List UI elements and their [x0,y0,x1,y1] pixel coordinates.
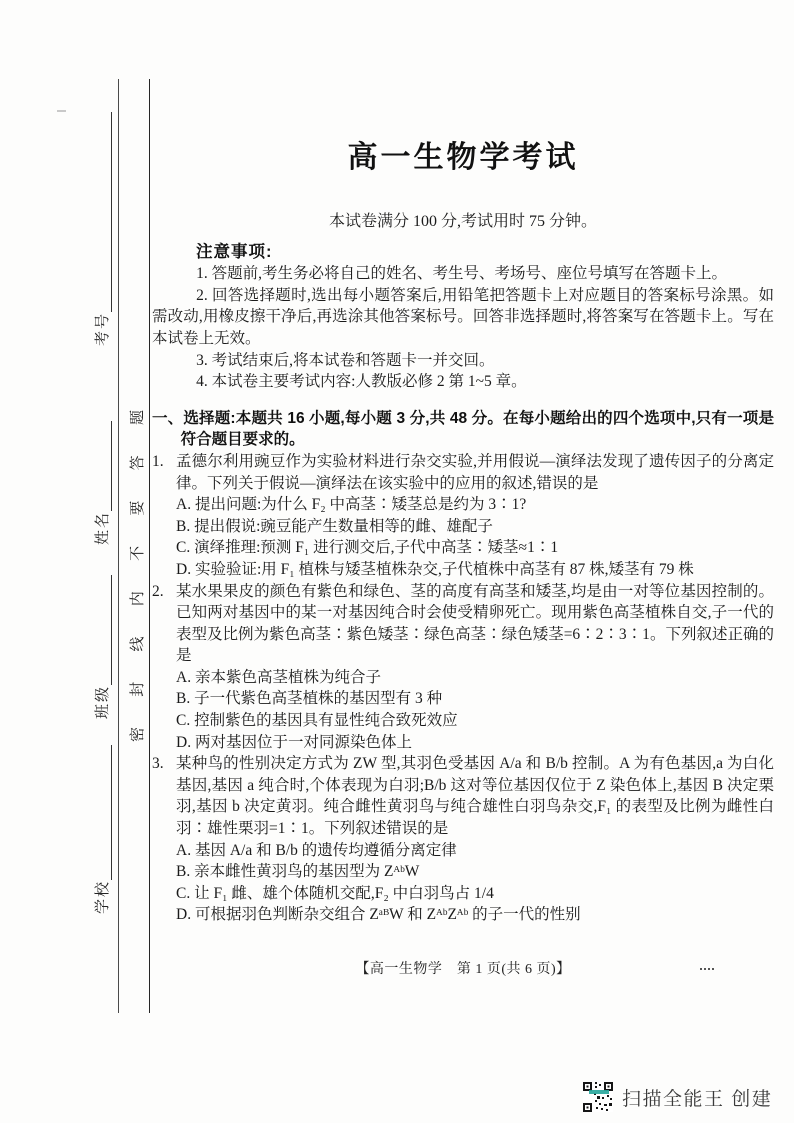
question-2-option-c: C. 控制紫色的基因具有显性纯合致死效应 [176,712,458,730]
seal-char: 线 [129,636,146,652]
camscanner-watermark [583,1082,772,1112]
seal-char: 封 [129,681,146,697]
question-2-number: 2. [152,582,164,600]
notice-item-2: 2. 回答选择题时,选出每小题答案后,用铅笔把答题卡上对应题目的答案标号涂黑。如需改动,用橡皮擦干净后,再选涂其他答案标号。回答非选择题时,将答案写在答题卡上。写在本试卷上无效。 [152,286,774,347]
seal-char: 密 [129,726,146,742]
seal-text [125,410,147,742]
examno-blank-line [106,112,112,312]
question-3-option-c: C. 让 F₁ 雌、雄个体随机交配,F₂ 中白羽鸟占 1/4 [176,884,494,902]
seal-rule-inner [149,79,150,1013]
field-label-examno: 考号 [95,311,111,346]
question-2-option-b: B. 子一代紫色高茎植株的基因型有 3 种 [176,690,443,708]
question-1-stem: 孟德尔利用豌豆作为实验材料进行杂交实验,并用假说—演绎法发现了遗传因子的分离定律。下列关于假说—演绎法在该实验中的应用的叙述,错误的是 [176,452,774,492]
notice-item-4: 4. 本试卷主要考试内容:人教版必修 2 第 1~5 章。 [196,373,527,391]
scan-artifact [700,965,714,970]
seal-char: 答 [129,455,146,471]
question-3-option-b: B. 亲本雌性黄羽鸟的基因型为 ZᴬᵇW [176,863,420,881]
question-1-option-c: C. 演绎推理:预测 F₁ 进行测交后,子代中高茎∶矮茎≈1∶1 [176,539,559,557]
question-3-number: 3. [152,755,164,773]
seal-char: 题 [129,410,146,426]
question-1-number: 1. [152,452,164,470]
page-footer: 【高一生物学 第 1 页(共 6 页)】 [355,962,571,977]
field-label-class: 班级 [95,684,111,719]
scan-artifact [57,110,66,112]
school-blank-line [106,745,112,880]
question-2-option-a: A. 亲本紫色高茎植株为纯合子 [176,668,381,686]
watermark-text: 扫描全能王 创建 [622,1088,773,1110]
question-1-option-b: B. 提出假说:豌豆能产生数量相等的雌、雄配子 [176,517,493,535]
question-1 [152,451,774,581]
section-heading: 一、选择题:本题共 16 小题,每小题 3 分,共 48 分。在每小题给出的四个选项中,只有一项是符合题目要求的。 [152,409,774,449]
question-2-stem: 某水果果皮的颜色有紫色和绿色、茎的高度有高茎和矮茎,均是由一对等位基因控制的。已知两对基因中的某一对基因纯合时会使受精卵死亡。现用紫色高茎植株自交,子一代的表型及比例为紫色高茎∶紫色矮茎∶绿色高茎∶绿色矮茎=6∶2∶3∶1。下列叙述正确的是 [176,582,774,665]
field-label-school: 学校 [95,879,111,914]
exam-subtitle: 本试卷满分 100 分,考试用时 75 分钟。 [328,213,597,230]
exam-title: 高一生物学考试 [347,141,579,174]
class-blank-line [106,575,112,685]
notice-heading: 注意事项: [196,242,273,261]
seal-char: 要 [129,500,146,516]
question-3 [152,753,774,926]
field-label-name: 姓名 [95,510,111,545]
seal-char: 内 [129,591,146,607]
notice-item-1: 1. 答题前,考生务必将自己的姓名、考生号、考场号、座位号填写在答题卡上。 [196,265,728,283]
notice-item-3: 3. 考试结束后,将本试卷和答题卡一并交回。 [196,351,495,369]
name-blank-line [106,421,112,511]
question-3-option-d: D. 可根据羽色判断杂交组合 ZᵃᴮW 和 ZᴬᵇZᴬᵇ 的子一代的性别 [176,906,581,924]
question-1-option-a: A. 提出问题:为什么 F₂ 中高茎∶矮茎总是约为 3∶1? [176,496,527,514]
seal-rule-outer [118,79,119,1013]
qr-code-icon [583,1082,613,1112]
question-2 [152,581,774,754]
question-1-option-d: D. 实验验证:用 F₁ 植株与矮茎植株杂交,子代植株中高茎有 87 株,矮茎有 79 株 [176,560,694,578]
exam-content [152,130,774,926]
seal-char: 不 [129,545,146,561]
question-3-stem: 某种鸟的性别决定方式为 ZW 型,其羽色受基因 A/a 和 B/b 控制。A 为有色基因,a 为白化基因,基因 a 纯合时,个体表现为白羽;B/b 这对等位基因仅位于 Z 染色体上,基因 B 决定栗羽,基因 b 决定黄羽。纯合雌性黄羽鸟与纯合雄性白羽鸟杂交,F₁ 的表型及比例为雌性白羽∶雄性栗羽=1∶1。下列叙述错误的是 [176,755,774,838]
question-2-option-d: D. 两对基因位于一对同源染色体上 [176,733,412,751]
question-3-option-a: A. 基因 A/a 和 B/b 的遗传均遵循分离定律 [176,841,457,859]
student-info-fields [88,87,112,932]
